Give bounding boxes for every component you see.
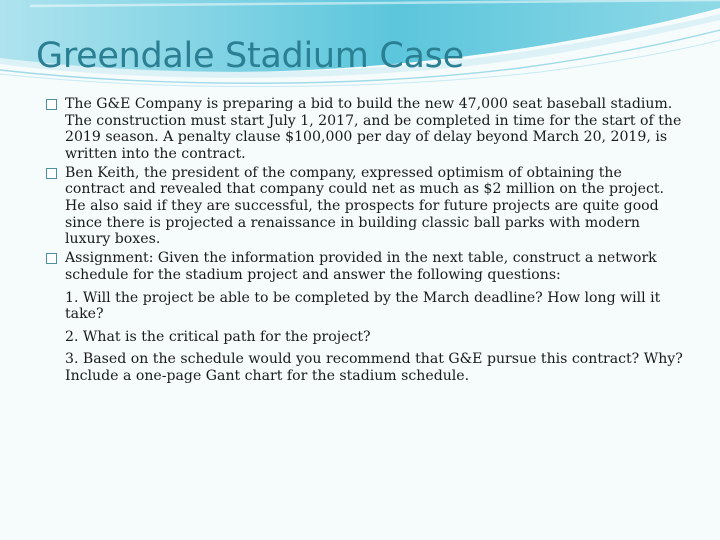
slide-title: Greendale Stadium Case bbox=[36, 36, 464, 76]
checkbox-bullet-icon bbox=[46, 99, 57, 110]
checkbox-bullet-icon bbox=[46, 253, 57, 264]
bullet-bid-overview bbox=[46, 96, 686, 162]
bullet-president-statement bbox=[46, 165, 686, 248]
assignment-question: 2. What is the critical path for the project? bbox=[65, 328, 371, 345]
bullet-text: The G&E Company is preparing a bid to build the new 47,000 seat baseball stadium. The construction must start July 1, 2017, and be completed in time for the start of the 2019 season. A penalty clause $100,000 per day of delay beyond March 20, 2019, is written into the contract. bbox=[65, 96, 682, 162]
bullet-text: Ben Keith, the president of the company, expressed optimism of obtaining the contract and revealed that company could net as much as $2 million on the project. He also said if they are successful, the prospects for future projects are quite good since there is projected a renaissance in building classic ball parks with modern luxury boxes. bbox=[65, 164, 664, 248]
checkbox-bullet-icon bbox=[46, 168, 57, 179]
assignment-question: 3. Based on the schedule would you recommend that G&E pursue this contract? Why? Include a one-page Gant chart for the stadium schedule. bbox=[65, 351, 683, 384]
bullet-assignment bbox=[46, 250, 686, 384]
assignment-question: 1. Will the project be able to be completed by the March deadline? How long will it take? bbox=[65, 289, 661, 323]
slide-body bbox=[46, 96, 686, 387]
bullet-text: Assignment: Given the information provided in the next table, construct a network schedule for the stadium project and answer the following questions: bbox=[65, 250, 657, 283]
